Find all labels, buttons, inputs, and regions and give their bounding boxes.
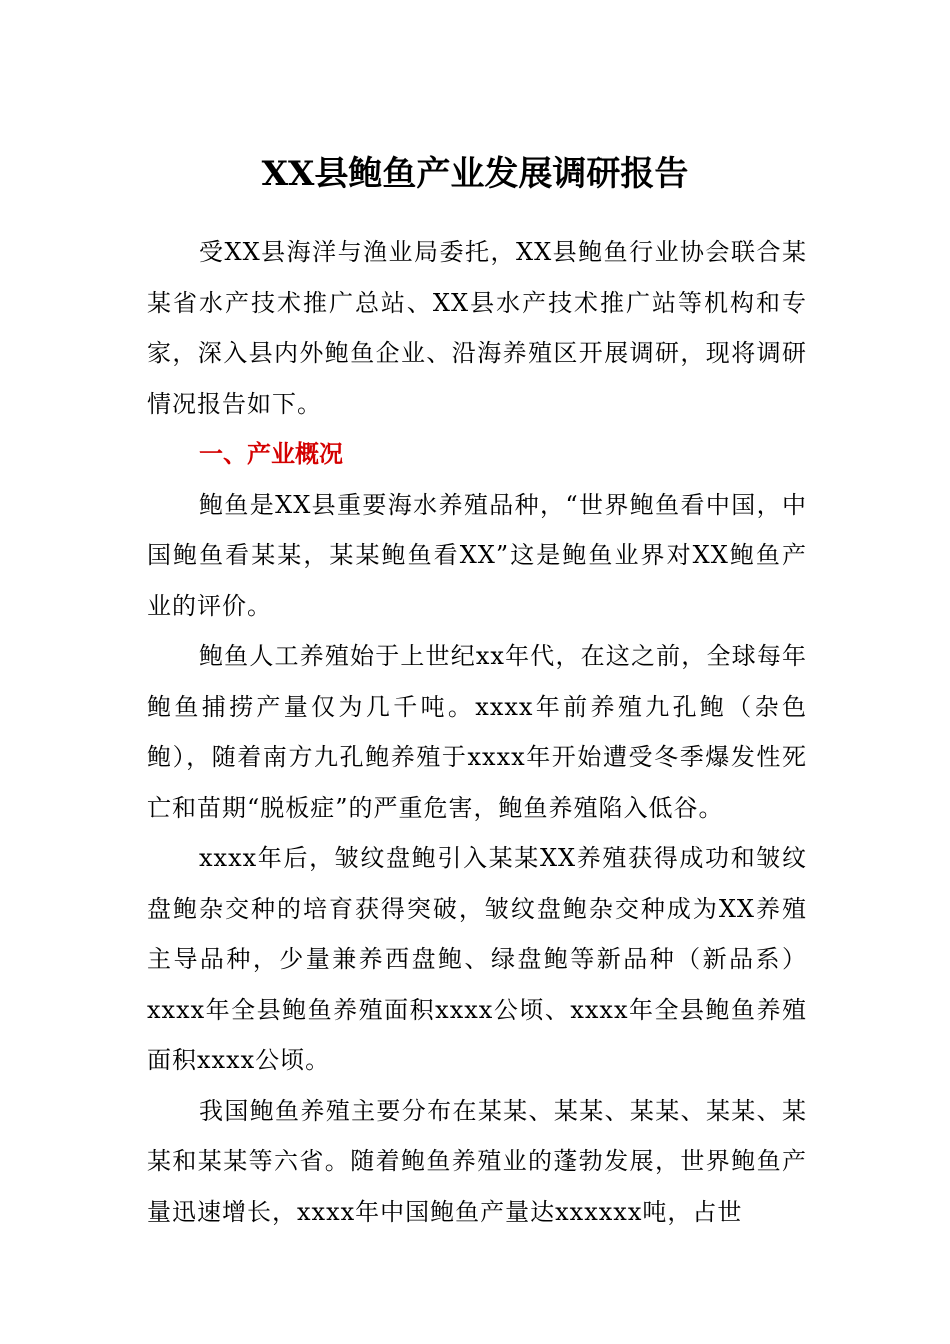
- body-paragraph: 鲍鱼人工养殖始于上世纪xx年代，在这之前，全球每年鲍鱼捕捞产量仅为几千吨。xxxx年前养殖九孔鲍（杂色鲍），随着南方九孔鲍养殖于xxxx年开始遭受冬季爆发性死亡和苗期“脱板症”的严重危害，鲍鱼养殖陷入低谷。: [147, 642, 807, 822]
- document-title: XX县鲍鱼产业发展调研报告: [261, 154, 689, 194]
- intro-paragraph: 受XX县海洋与渔业局委托，XX县鲍鱼行业协会联合某某省水产技术推广总站、XX县水产技术推广站等机构和专家，深入县内外鲍鱼企业、沿海养殖区开展调研，现将调研情况报告如下。: [147, 238, 807, 418]
- body-paragraph: xxxx年后，皱纹盘鲍引入某某XX养殖获得成功和皱纹盘鲍杂交种的培育获得突破，皱纹盘鲍杂交种成为XX养殖主导品种，少量兼养西盘鲍、绿盘鲍等新品种（新品系）xxxx年全县鲍鱼养殖面积xxxx公顷、xxxx年全县鲍鱼养殖面积xxxx公顷。: [147, 844, 807, 1074]
- body-paragraph: 我国鲍鱼养殖主要分布在某某、某某、某某、某某、某某和某某等六省。随着鲍鱼养殖业的蓬勃发展，世界鲍鱼产量迅速增长，xxxx年中国鲍鱼产量达xxxxxx吨，占世: [147, 1096, 807, 1226]
- section-heading-industry-overview: 一、产业概况: [199, 440, 343, 468]
- body-paragraph: 鲍鱼是XX县重要海水养殖品种，“世界鲍鱼看中国，中国鲍鱼看某某，某某鲍鱼看XX”这是鲍鱼业界对XX鲍鱼产业的评价。: [147, 490, 807, 620]
- document-body: [147, 227, 807, 1237]
